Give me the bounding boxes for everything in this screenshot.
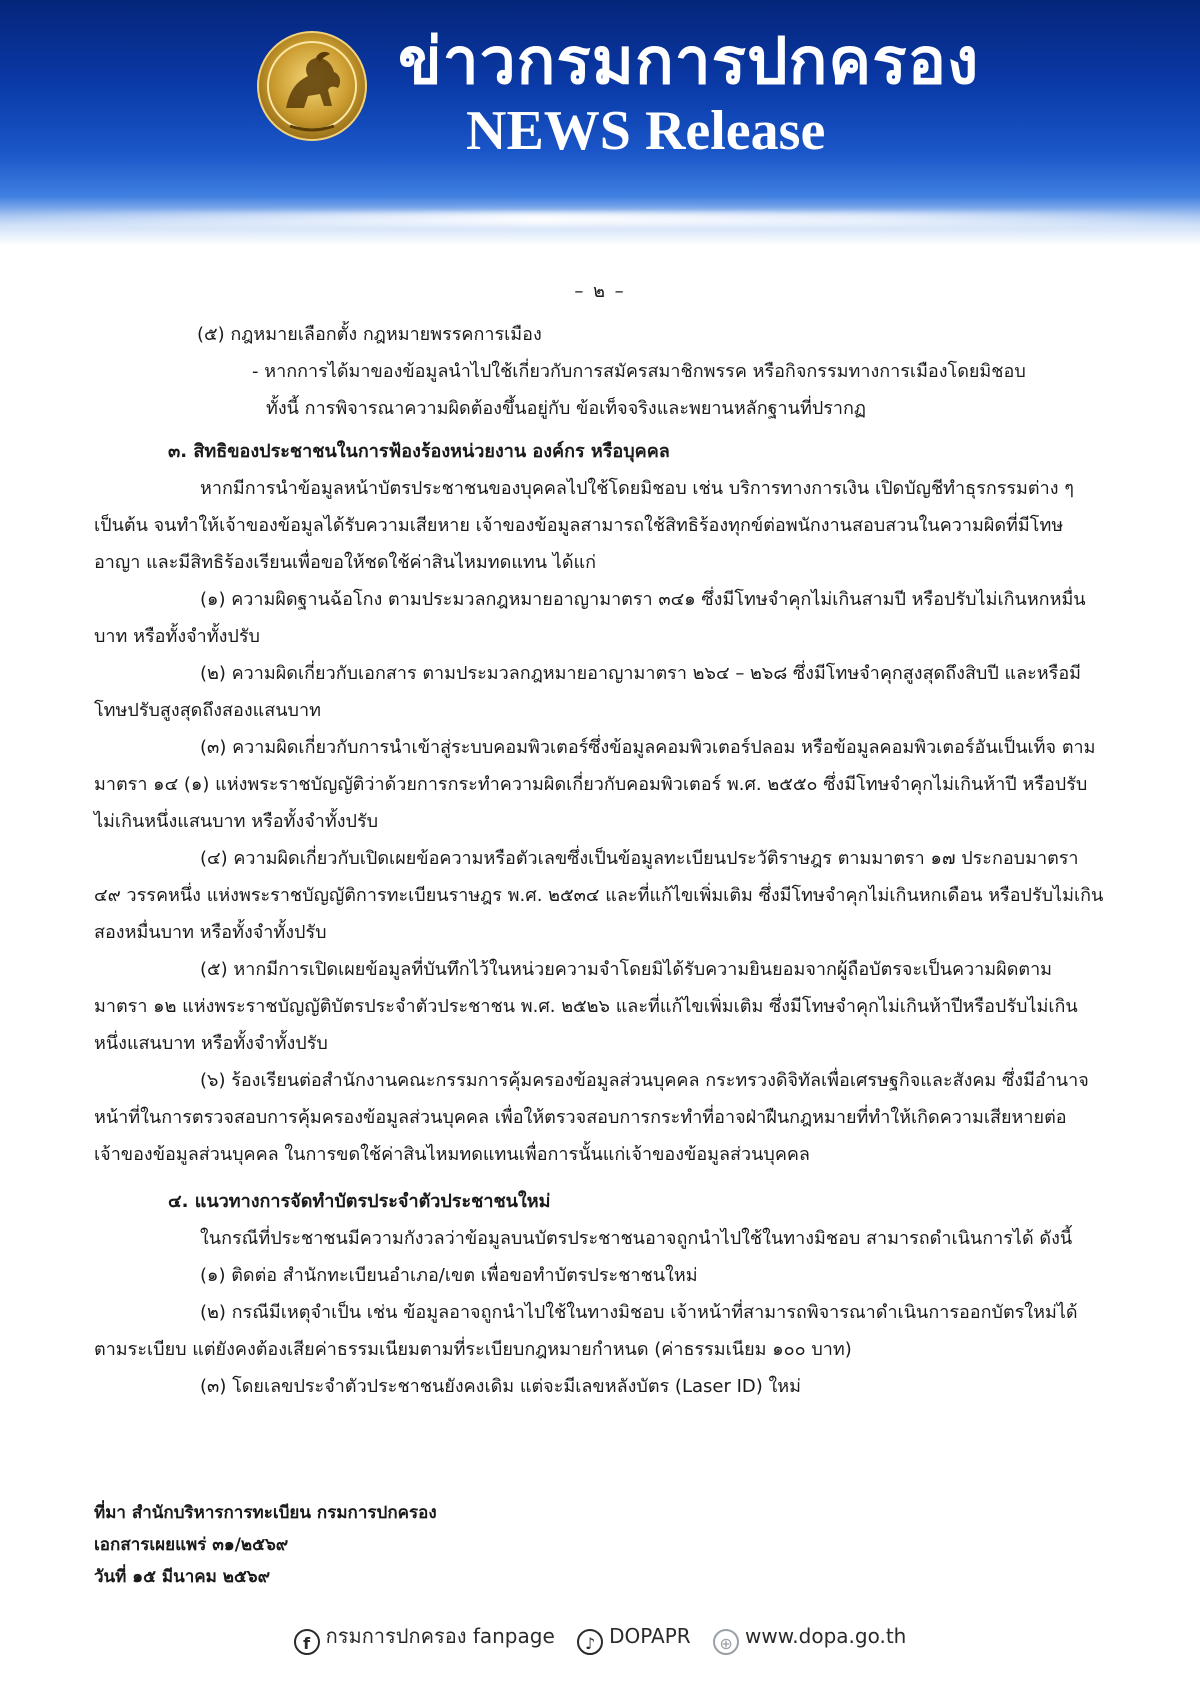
paragraph-section-3: หากมีการนำข้อมูลหน้าบัตรประชาชนของบุคคลไปใช้โดยมิชอบ เช่น บริการทางการเงิน เปิดบัญชีทำธุรกรรมต่าง ๆ เป็นต้น จนทำให้เจ้าของข้อมูลได้รับความเสียหาย เจ้าของข้อมูลสามารถใช้สิทธิร้องทุกข์ต่อพนักงานสอบสวนในความผิดที่มีโทษอาญา และมีสิทธิร้องเรียนเพื่อขอให้ชดใช้ค่าสินไหมทดแทน ได้แก่ bbox=[94, 478, 1074, 573]
item-3-2: (๒) ความผิดเกี่ยวกับเอกสาร ตามประมวลกฎหมายอาญามาตรา ๒๖๔ – ๒๖๘ ซึ่งมีโทษจำคุกสูงสุดถึงสิบปี และหรือมีโทษปรับสูงสุดถึงสองแสนบาท bbox=[94, 663, 1082, 721]
item-3-3: (๓) ความผิดเกี่ยวกับการนำเข้าสู่ระบบคอมพิวเตอร์ซึ่งข้อมูลคอมพิวเตอร์ปลอม หรือข้อมูลคอมพิวเตอร์อันเป็นเท็จ ตามมาตรา ๑๔ (๑) แห่งพระราชบัญญัติว่าด้วยการกระทำความผิดเกี่ยวกับคอมพิวเตอร์ พ.ศ. ๒๕๕๐ ซึ่งมีโทษจำคุกไม่เกินห้าปี หรือปรับไม่เกินหนึ่งแสนบาท หรือทั้งจำทั้งปรับ bbox=[94, 737, 1096, 832]
item-3-6: (๖) ร้องเรียนต่อสำนักงานคณะกรรมการคุ้มครองข้อมูลส่วนบุคคล กระทรวงดิจิทัลเพื่อเศรษฐกิจและสังคม ซึ่งมีอำนาจหน้าที่ในการตรวจสอบการคุ้มครองข้อมูลส่วนบุคคล เพื่อให้ตรวจสอบการกระทำที่อาจฝ่าฝืนกฎหมายที่ทำให้เกิดความเสียหายต่อเจ้าของข้อมูลส่วนบุคคล ในการขดใช้ค่าสินไหมทดแทนเพื่อการนั้นแก่เจ้าของข้อมูลส่วนบุคคล bbox=[94, 1070, 1089, 1165]
banner-title-english: NEWS Release bbox=[466, 100, 826, 162]
globe-icon: ⊕ bbox=[713, 1629, 739, 1655]
footer-contacts bbox=[0, 1620, 1200, 1655]
heading-section-4: ๔. แนวทางการจัดทำบัตรประจำตัวประชาชนใหม่ bbox=[168, 1191, 551, 1212]
item-4-2: (๒) กรณีมีเหตุจำเป็น เช่น ข้อมูลอาจถูกนำไปใช้ในทางมิชอบ เจ้าหน้าที่สามารถพิจารณาดำเนินการออกบัตรใหม่ได้ตามระเบียบ แต่ยังคงต้องเสียค่าธรรมเนียมตามที่ระเบียบกฎหมายกำหนด (ค่าธรรมเนียม ๑๐๐ บาท) bbox=[94, 1302, 1078, 1360]
document-number: เอกสารเผยแพร่ ๓๑/๒๕๖๙ bbox=[94, 1535, 289, 1555]
facebook-label: กรมการปกครอง fanpage bbox=[325, 1624, 555, 1648]
paragraph-section-4: ในกรณีที่ประชาชนมีความกังวลว่าข้อมูลบนบัตรประชาชนอาจถูกนำไปใช้ในทางมิชอบ สามารถดำเนินการได้ ดังนี้ bbox=[200, 1228, 1073, 1249]
item-3-1: (๑) ความผิดฐานฉ้อโกง ตามประมวลกฎหมายอาญามาตรา ๓๔๑ ซึ่งมีโทษจำคุกไม่เกินสามปี หรือปรับไม่เกินหกหมื่นบาท หรือทั้งจำทั้งปรับ bbox=[94, 589, 1086, 647]
page-number: – ๒ – bbox=[574, 281, 626, 302]
item-3-4: (๔) ความผิดเกี่ยวกับเปิดเผยข้อความหรือตัวเลขซึ่งเป็นข้อมูลทะเบียนประวัติราษฎร ตามมาตรา ๑๗ ประกอบมาตรา ๔๙ วรรคหนึ่ง แห่งพระราชบัญญัติการทะเบียนราษฎร พ.ศ. ๒๕๓๔ และที่แก้ไขเพิ่มเติม ซึ่งมีโทษจำคุกไม่เกินหกเดือน หรือปรับไม่เกินสองหมื่นบาท หรือทั้งจำทั้งปรับ bbox=[94, 848, 1104, 943]
item-4-3: (๓) โดยเลขประจำตัวประชาชนยังคงเดิม แต่จะมีเลขหลังบัตร (Laser ID) ใหม่ bbox=[200, 1376, 802, 1397]
banner-glow bbox=[0, 212, 1200, 226]
dopa-emblem-icon bbox=[256, 30, 368, 142]
item-3-5: (๕) หากมีการเปิดเผยข้อมูลที่บันทึกไว้ในหน่วยความจำโดยมิได้รับความยินยอมจากผู้ถือบัตรจะเป็นความผิดตามมาตรา ๑๒ แห่งพระราชบัญญัติบัตรประจำตัวประชาชน พ.ศ. ๒๕๒๖ และที่แก้ไขเพิ่มเติม ซึ่งมีโทษจำคุกไม่เกินห้าปีหรือปรับไม่เกินหนึ่งแสนบาท หรือทั้งจำทั้งปรับ bbox=[94, 959, 1078, 1054]
source-line: ที่มา สำนักบริหารการทะเบียน กรมการปกครอง bbox=[94, 1503, 437, 1523]
tiktok-label: DOPAPR bbox=[609, 1624, 691, 1648]
news-banner bbox=[0, 0, 1200, 245]
document-body bbox=[94, 316, 1104, 1405]
heading-section-3: ๓. สิทธิของประชาชนในการฟ้องร้องหน่วยงาน องค์กร หรือบุคคล bbox=[168, 441, 670, 462]
source-block bbox=[94, 1497, 437, 1593]
section-5-bullet-continuation: ทั้งนี้ การพิจารณาความผิดต้องขึ้นอยู่กับ ข้อเท็จจริงและพยานหลักฐานที่ปรากฏ bbox=[266, 398, 867, 419]
section-5-bullet: - หากการได้มาของข้อมูลนำไปใช้เกี่ยวกับการสมัครสมาชิกพรรค หรือกิจกรรมทางการเมืองโดยมิชอบ bbox=[252, 361, 1026, 382]
item-4-1: (๑) ติดต่อ สำนักทะเบียนอำเภอ/เขต เพื่อขอทำบัตรประชาชนใหม่ bbox=[200, 1265, 698, 1286]
facebook-link[interactable] bbox=[294, 1624, 561, 1653]
tiktok-link[interactable] bbox=[577, 1624, 697, 1653]
spacer bbox=[94, 1173, 1104, 1177]
website-link[interactable] bbox=[713, 1624, 907, 1653]
website-label: www.dopa.go.th bbox=[745, 1624, 907, 1648]
section-5-title: (๕) กฎหมายเลือกตั้ง กฎหมายพรรคการเมือง bbox=[197, 324, 542, 345]
document-date: วันที่ ๑๕ มีนาคม ๒๕๖๙ bbox=[94, 1567, 271, 1587]
tiktok-icon: ♪ bbox=[577, 1629, 603, 1655]
banner-title-thai: ข่าวกรมการปกครอง bbox=[398, 25, 980, 99]
facebook-icon: f bbox=[294, 1629, 320, 1655]
